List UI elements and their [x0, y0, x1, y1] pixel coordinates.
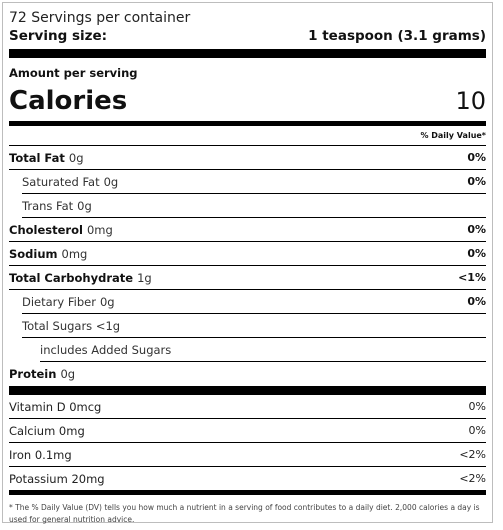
nutrient-name: Sodium: [9, 246, 58, 261]
nutrient-row-dietary-fiber: [22, 290, 486, 314]
nutrient-row-total-fat: [9, 146, 486, 170]
nutrient-name: Total Fat: [9, 150, 65, 165]
nutrient-name: Saturated Fat: [22, 174, 100, 189]
serving-size-row: [9, 27, 486, 45]
daily-value-footnote: * The % Daily Value (DV) tells you how much a nutrient in a serving of food contributes to a daily diet. 2,000 calories a day is used for general nutrition advice.: [9, 503, 480, 524]
nutrient-row-saturated-fat: [22, 170, 486, 194]
calories-value: 10: [455, 87, 486, 115]
nutrient-amount: 0mg: [61, 246, 88, 261]
nutrition-facts-label: [2, 2, 493, 523]
nutrient-amount: 0g: [77, 198, 92, 213]
nutrient-dv: 0%: [467, 175, 486, 188]
vitamin-row: [9, 443, 486, 467]
nutrient-label: [9, 247, 87, 261]
nutrient-label: [9, 367, 75, 381]
servings-per-container: 72 Servings per container: [9, 10, 191, 26]
nutrient-label: [22, 175, 118, 189]
nutrient-dv: 0%: [467, 151, 486, 164]
nutrient-row-sodium: [9, 242, 486, 266]
nutrient-amount: 0g: [103, 174, 119, 189]
nutrient-label: [9, 271, 152, 285]
vitamin-name: Potassium 20mg: [9, 471, 105, 486]
nutrient-row-added-sugars: [40, 338, 486, 362]
vitamin-name: Calcium 0mg: [9, 423, 85, 438]
vitamin-dv: 0%: [468, 400, 486, 413]
vitamin-row: [9, 419, 486, 443]
vitamin-name: Iron 0.1mg: [9, 447, 72, 462]
nutrient-amount: 0mg: [86, 222, 113, 237]
thick-divider: [9, 386, 486, 395]
nutrient-dv: 0%: [467, 223, 486, 236]
nutrient-label: [9, 223, 113, 237]
nutrient-dv: <1%: [458, 271, 486, 284]
nutrient-name: Dietary Fiber: [22, 294, 96, 309]
calories-label: Calories: [9, 86, 128, 116]
nutrient-label: [9, 151, 84, 165]
nutrient-dv: 0%: [467, 247, 486, 260]
nutrient-name: includes Added Sugars: [40, 342, 172, 357]
amount-per-serving: Amount per serving: [9, 66, 138, 80]
vitamin-row: [9, 395, 486, 419]
nutrient-amount: 0g: [68, 150, 84, 165]
serving-size-value: 1 teaspoon (3.1 grams): [308, 28, 486, 44]
calories-row: [9, 86, 486, 116]
vitamin-row: [9, 467, 486, 495]
nutrient-name: Total Sugars <1g: [22, 318, 121, 333]
nutrient-name: Cholesterol: [9, 222, 83, 237]
nutrient-name: Trans Fat: [22, 198, 74, 213]
nutrient-label: [22, 295, 115, 309]
vitamin-dv: <2%: [459, 448, 486, 461]
nutrient-row-total-sugars: [22, 314, 486, 338]
nutrient-row-cholesterol: [9, 218, 486, 242]
vitamin-dv: 0%: [468, 424, 486, 437]
nutrient-name: Total Carbohydrate: [9, 270, 134, 285]
nutrient-name: Protein: [9, 366, 57, 381]
nutrient-row-trans-fat: [22, 194, 486, 218]
nutrient-label: [22, 199, 92, 213]
nutrient-amount: 0g: [99, 294, 115, 309]
nutrient-amount: 1g: [137, 270, 152, 285]
nutrient-amount: 0g: [60, 366, 76, 381]
serving-size-label: Serving size:: [9, 28, 108, 44]
daily-value-header: % Daily Value*: [9, 126, 486, 146]
nutrient-dv: 0%: [467, 295, 486, 308]
vitamin-dv: <2%: [459, 472, 486, 485]
thick-divider: [9, 49, 486, 58]
vitamin-name: Vitamin D 0mcg: [9, 399, 102, 414]
nutrient-row-protein: [9, 362, 486, 385]
nutrient-row-total-carbohydrate: [9, 266, 486, 290]
